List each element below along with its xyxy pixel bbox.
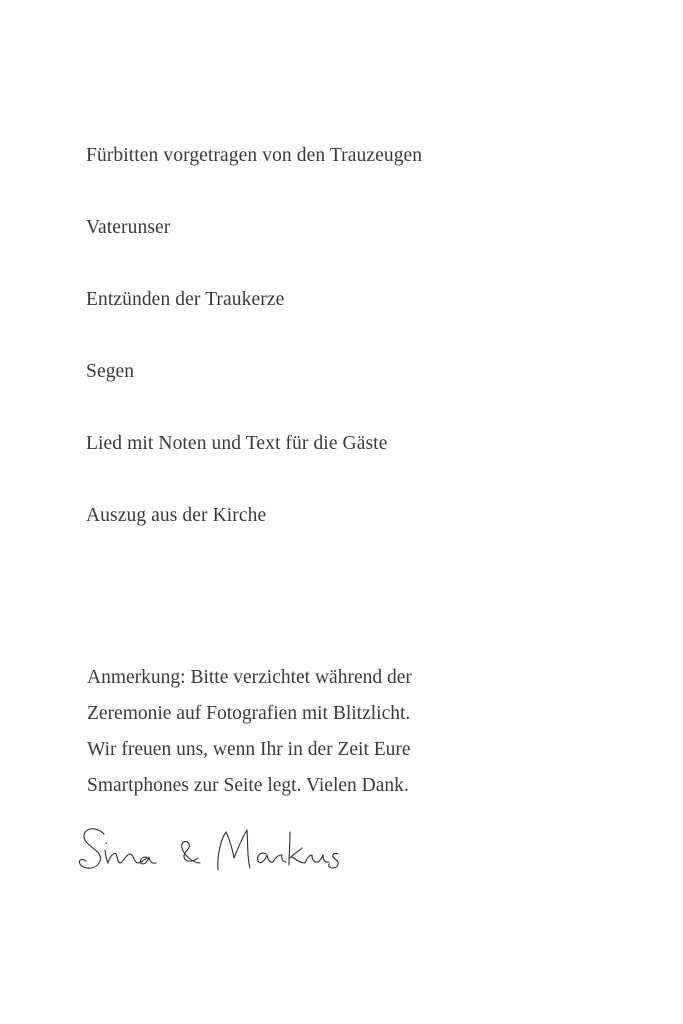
note-line: Zeremonie auf Fotografien mit Blitzlicht.	[87, 703, 411, 724]
program-item-lied: Lied mit Noten und Text für die Gäste	[86, 433, 388, 454]
program-item-traukerze: Entzünden der Traukerze	[86, 289, 285, 310]
signature-handwritten	[76, 818, 351, 878]
program-item-segen: Segen	[86, 361, 135, 382]
note-line: Wir freuen uns, wenn Ihr in der Zeit Eure	[87, 739, 411, 760]
program-item-auszug: Auszug aus der Kirche	[86, 505, 267, 526]
program-item-vaterunser: Vaterunser	[86, 217, 171, 238]
note-line: Anmerkung: Bitte verzichtet während der	[87, 667, 412, 688]
photo-note	[87, 660, 412, 804]
program-item-fuerbitten: Fürbitten vorgetragen von den Trauzeugen	[86, 145, 423, 166]
note-line: Smartphones zur Seite legt. Vielen Dank.	[87, 775, 409, 796]
